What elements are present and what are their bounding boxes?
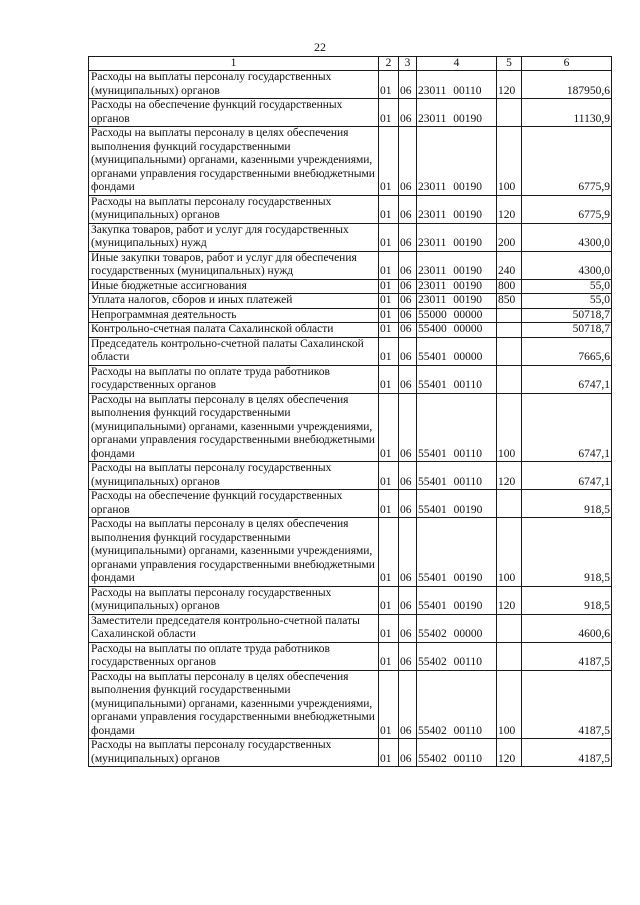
table-row xyxy=(89,365,612,393)
cell-expense-type: 240 xyxy=(497,251,522,279)
cell-amount: 187950,6 xyxy=(522,71,612,99)
cell-target-article: 55402 00110 xyxy=(417,642,497,670)
cell-subsection: 06 xyxy=(399,670,417,739)
cell-name: Расходы на выплаты персоналу в целях обеспечения выполнения функций государственными (муниципальными) органами, казенными учреждениями, органами управления государственными внебюджетными фондами xyxy=(89,127,379,196)
table-row xyxy=(89,195,612,223)
table-row xyxy=(89,127,612,196)
cell-name: Расходы на выплаты персоналу государственных (муниципальных) органов xyxy=(89,195,379,223)
cell-subsection: 06 xyxy=(399,323,417,338)
cell-name: Иные бюджетные ассигнования xyxy=(89,279,379,294)
table-row xyxy=(89,586,612,614)
cell-expense-type xyxy=(497,365,522,393)
cell-expense-type: 100 xyxy=(497,393,522,462)
cell-subsection: 06 xyxy=(399,518,417,587)
cell-target-article: 55400 00000 xyxy=(417,323,497,338)
cell-section: 01 xyxy=(379,586,399,614)
budget-table xyxy=(88,56,612,767)
cell-name: Уплата налогов, сборов и иных платежей xyxy=(89,294,379,309)
table-row xyxy=(89,739,612,767)
cell-subsection: 06 xyxy=(399,739,417,767)
cell-section: 01 xyxy=(379,279,399,294)
table-row xyxy=(89,223,612,251)
cell-section: 01 xyxy=(379,490,399,518)
cell-expense-type: 120 xyxy=(497,586,522,614)
table-row xyxy=(89,294,612,309)
cell-subsection: 06 xyxy=(399,195,417,223)
cell-subsection: 06 xyxy=(399,294,417,309)
table-body xyxy=(89,71,612,767)
table-row xyxy=(89,337,612,365)
cell-name: Расходы на обеспечение функций государственных органов xyxy=(89,99,379,127)
cell-expense-type: 120 xyxy=(497,739,522,767)
cell-target-article: 55401 00000 xyxy=(417,337,497,365)
cell-expense-type: 100 xyxy=(497,670,522,739)
table-row xyxy=(89,642,612,670)
table-row xyxy=(89,518,612,587)
table-row xyxy=(89,251,612,279)
cell-subsection: 06 xyxy=(399,490,417,518)
cell-subsection: 06 xyxy=(399,614,417,642)
cell-name: Расходы на выплаты по оплате труда работников государственных органов xyxy=(89,642,379,670)
cell-target-article: 55401 00190 xyxy=(417,586,497,614)
cell-amount: 6747,1 xyxy=(522,462,612,490)
cell-amount: 50718,7 xyxy=(522,323,612,338)
cell-target-article: 23011 00110 xyxy=(417,71,497,99)
cell-subsection: 06 xyxy=(399,279,417,294)
cell-amount: 4300,0 xyxy=(522,223,612,251)
cell-amount: 918,5 xyxy=(522,490,612,518)
cell-section: 01 xyxy=(379,642,399,670)
cell-expense-type xyxy=(497,323,522,338)
cell-section: 01 xyxy=(379,99,399,127)
cell-amount: 6747,1 xyxy=(522,393,612,462)
header-col-4: 4 xyxy=(417,57,497,71)
cell-section: 01 xyxy=(379,337,399,365)
cell-name: Расходы на выплаты персоналу государственных (муниципальных) органов xyxy=(89,586,379,614)
cell-name: Председатель контрольно-счетной палаты Сахалинской области xyxy=(89,337,379,365)
cell-expense-type: 100 xyxy=(497,127,522,196)
table-row xyxy=(89,462,612,490)
cell-section: 01 xyxy=(379,323,399,338)
cell-name: Расходы на выплаты персоналу государственных (муниципальных) органов xyxy=(89,462,379,490)
cell-name: Закупка товаров, работ и услуг для государственных (муниципальных) нужд xyxy=(89,223,379,251)
table-row xyxy=(89,670,612,739)
cell-target-article: 55402 00110 xyxy=(417,739,497,767)
header-row xyxy=(89,57,612,71)
cell-section: 01 xyxy=(379,739,399,767)
cell-target-article: 23011 00190 xyxy=(417,223,497,251)
cell-section: 01 xyxy=(379,518,399,587)
table-row xyxy=(89,490,612,518)
cell-subsection: 06 xyxy=(399,99,417,127)
cell-section: 01 xyxy=(379,127,399,196)
cell-target-article: 55401 00190 xyxy=(417,490,497,518)
table-row xyxy=(89,99,612,127)
cell-target-article: 55401 00110 xyxy=(417,462,497,490)
cell-name: Расходы на выплаты персоналу в целях обеспечения выполнения функций государственными (муниципальными) органами, казенными учреждениями, органами управления государственными внебюджетными фондами xyxy=(89,393,379,462)
header-col-1: 1 xyxy=(89,57,379,71)
cell-section: 01 xyxy=(379,365,399,393)
cell-name: Расходы на выплаты персоналу в целях обеспечения выполнения функций государственными (муниципальными) органами, казенными учреждениями, органами управления государственными внебюджетными фондами xyxy=(89,670,379,739)
cell-section: 01 xyxy=(379,195,399,223)
cell-amount: 918,5 xyxy=(522,586,612,614)
cell-amount: 6747,1 xyxy=(522,365,612,393)
cell-subsection: 06 xyxy=(399,223,417,251)
cell-amount: 55,0 xyxy=(522,279,612,294)
cell-target-article: 55401 00110 xyxy=(417,393,497,462)
cell-subsection: 06 xyxy=(399,365,417,393)
cell-amount: 11130,9 xyxy=(522,99,612,127)
cell-subsection: 06 xyxy=(399,308,417,323)
cell-amount: 4187,5 xyxy=(522,670,612,739)
cell-target-article: 23011 00190 xyxy=(417,279,497,294)
cell-amount: 55,0 xyxy=(522,294,612,309)
cell-expense-type: 100 xyxy=(497,518,522,587)
cell-expense-type xyxy=(497,308,522,323)
cell-amount: 4600,6 xyxy=(522,614,612,642)
cell-section: 01 xyxy=(379,251,399,279)
cell-subsection: 06 xyxy=(399,127,417,196)
cell-expense-type: 800 xyxy=(497,279,522,294)
cell-target-article: 55402 00110 xyxy=(417,670,497,739)
header-col-2: 2 xyxy=(379,57,399,71)
cell-section: 01 xyxy=(379,462,399,490)
cell-expense-type xyxy=(497,642,522,670)
header-col-5: 5 xyxy=(497,57,522,71)
cell-target-article: 55000 00000 xyxy=(417,308,497,323)
cell-amount: 918,5 xyxy=(522,518,612,587)
table-row xyxy=(89,614,612,642)
cell-amount: 6775,9 xyxy=(522,127,612,196)
cell-expense-type xyxy=(497,490,522,518)
cell-subsection: 06 xyxy=(399,337,417,365)
cell-name: Расходы на выплаты персоналу в целях обеспечения выполнения функций государственными (муниципальными) органами, казенными учреждениями, органами управления государственными внебюджетными фондами xyxy=(89,518,379,587)
cell-expense-type xyxy=(497,614,522,642)
cell-section: 01 xyxy=(379,71,399,99)
cell-name: Расходы на выплаты персоналу государственных (муниципальных) органов xyxy=(89,739,379,767)
table-row xyxy=(89,393,612,462)
cell-section: 01 xyxy=(379,670,399,739)
cell-section: 01 xyxy=(379,393,399,462)
cell-target-article: 23011 00190 xyxy=(417,251,497,279)
cell-amount: 6775,9 xyxy=(522,195,612,223)
cell-amount: 50718,7 xyxy=(522,308,612,323)
table-header xyxy=(89,57,612,71)
cell-section: 01 xyxy=(379,308,399,323)
cell-expense-type xyxy=(497,99,522,127)
cell-target-article: 23011 00190 xyxy=(417,99,497,127)
cell-expense-type: 850 xyxy=(497,294,522,309)
cell-name: Расходы на обеспечение функций государственных органов xyxy=(89,490,379,518)
cell-amount: 4187,5 xyxy=(522,739,612,767)
cell-name: Контрольно-счетная палата Сахалинской области xyxy=(89,323,379,338)
cell-name: Расходы на выплаты персоналу государственных (муниципальных) органов xyxy=(89,71,379,99)
cell-name: Иные закупки товаров, работ и услуг для обеспечения государственных (муниципальных) нужд xyxy=(89,251,379,279)
cell-name: Расходы на выплаты по оплате труда работников государственных органов xyxy=(89,365,379,393)
table-row xyxy=(89,279,612,294)
cell-subsection: 06 xyxy=(399,586,417,614)
header-col-3: 3 xyxy=(399,57,417,71)
cell-target-article: 23011 00190 xyxy=(417,294,497,309)
cell-expense-type xyxy=(497,337,522,365)
table-row xyxy=(89,308,612,323)
page-number: 22 xyxy=(314,40,326,54)
cell-subsection: 06 xyxy=(399,393,417,462)
table-row xyxy=(89,71,612,99)
cell-subsection: 06 xyxy=(399,642,417,670)
cell-expense-type: 120 xyxy=(497,195,522,223)
cell-target-article: 55401 00110 xyxy=(417,365,497,393)
cell-subsection: 06 xyxy=(399,462,417,490)
cell-name: Непрограммная деятельность xyxy=(89,308,379,323)
cell-amount: 4187,5 xyxy=(522,642,612,670)
cell-target-article: 23011 00190 xyxy=(417,127,497,196)
cell-target-article: 55402 00000 xyxy=(417,614,497,642)
cell-section: 01 xyxy=(379,223,399,251)
cell-amount: 4300,0 xyxy=(522,251,612,279)
cell-subsection: 06 xyxy=(399,251,417,279)
cell-expense-type: 200 xyxy=(497,223,522,251)
cell-section: 01 xyxy=(379,614,399,642)
cell-expense-type: 120 xyxy=(497,71,522,99)
cell-target-article: 23011 00190 xyxy=(417,195,497,223)
cell-section: 01 xyxy=(379,294,399,309)
cell-subsection: 06 xyxy=(399,71,417,99)
cell-target-article: 55401 00190 xyxy=(417,518,497,587)
cell-name: Заместители председателя контрольно-счетной палаты Сахалинской области xyxy=(89,614,379,642)
cell-amount: 7665,6 xyxy=(522,337,612,365)
cell-expense-type: 120 xyxy=(497,462,522,490)
table-row xyxy=(89,323,612,338)
header-col-6: 6 xyxy=(522,57,612,71)
